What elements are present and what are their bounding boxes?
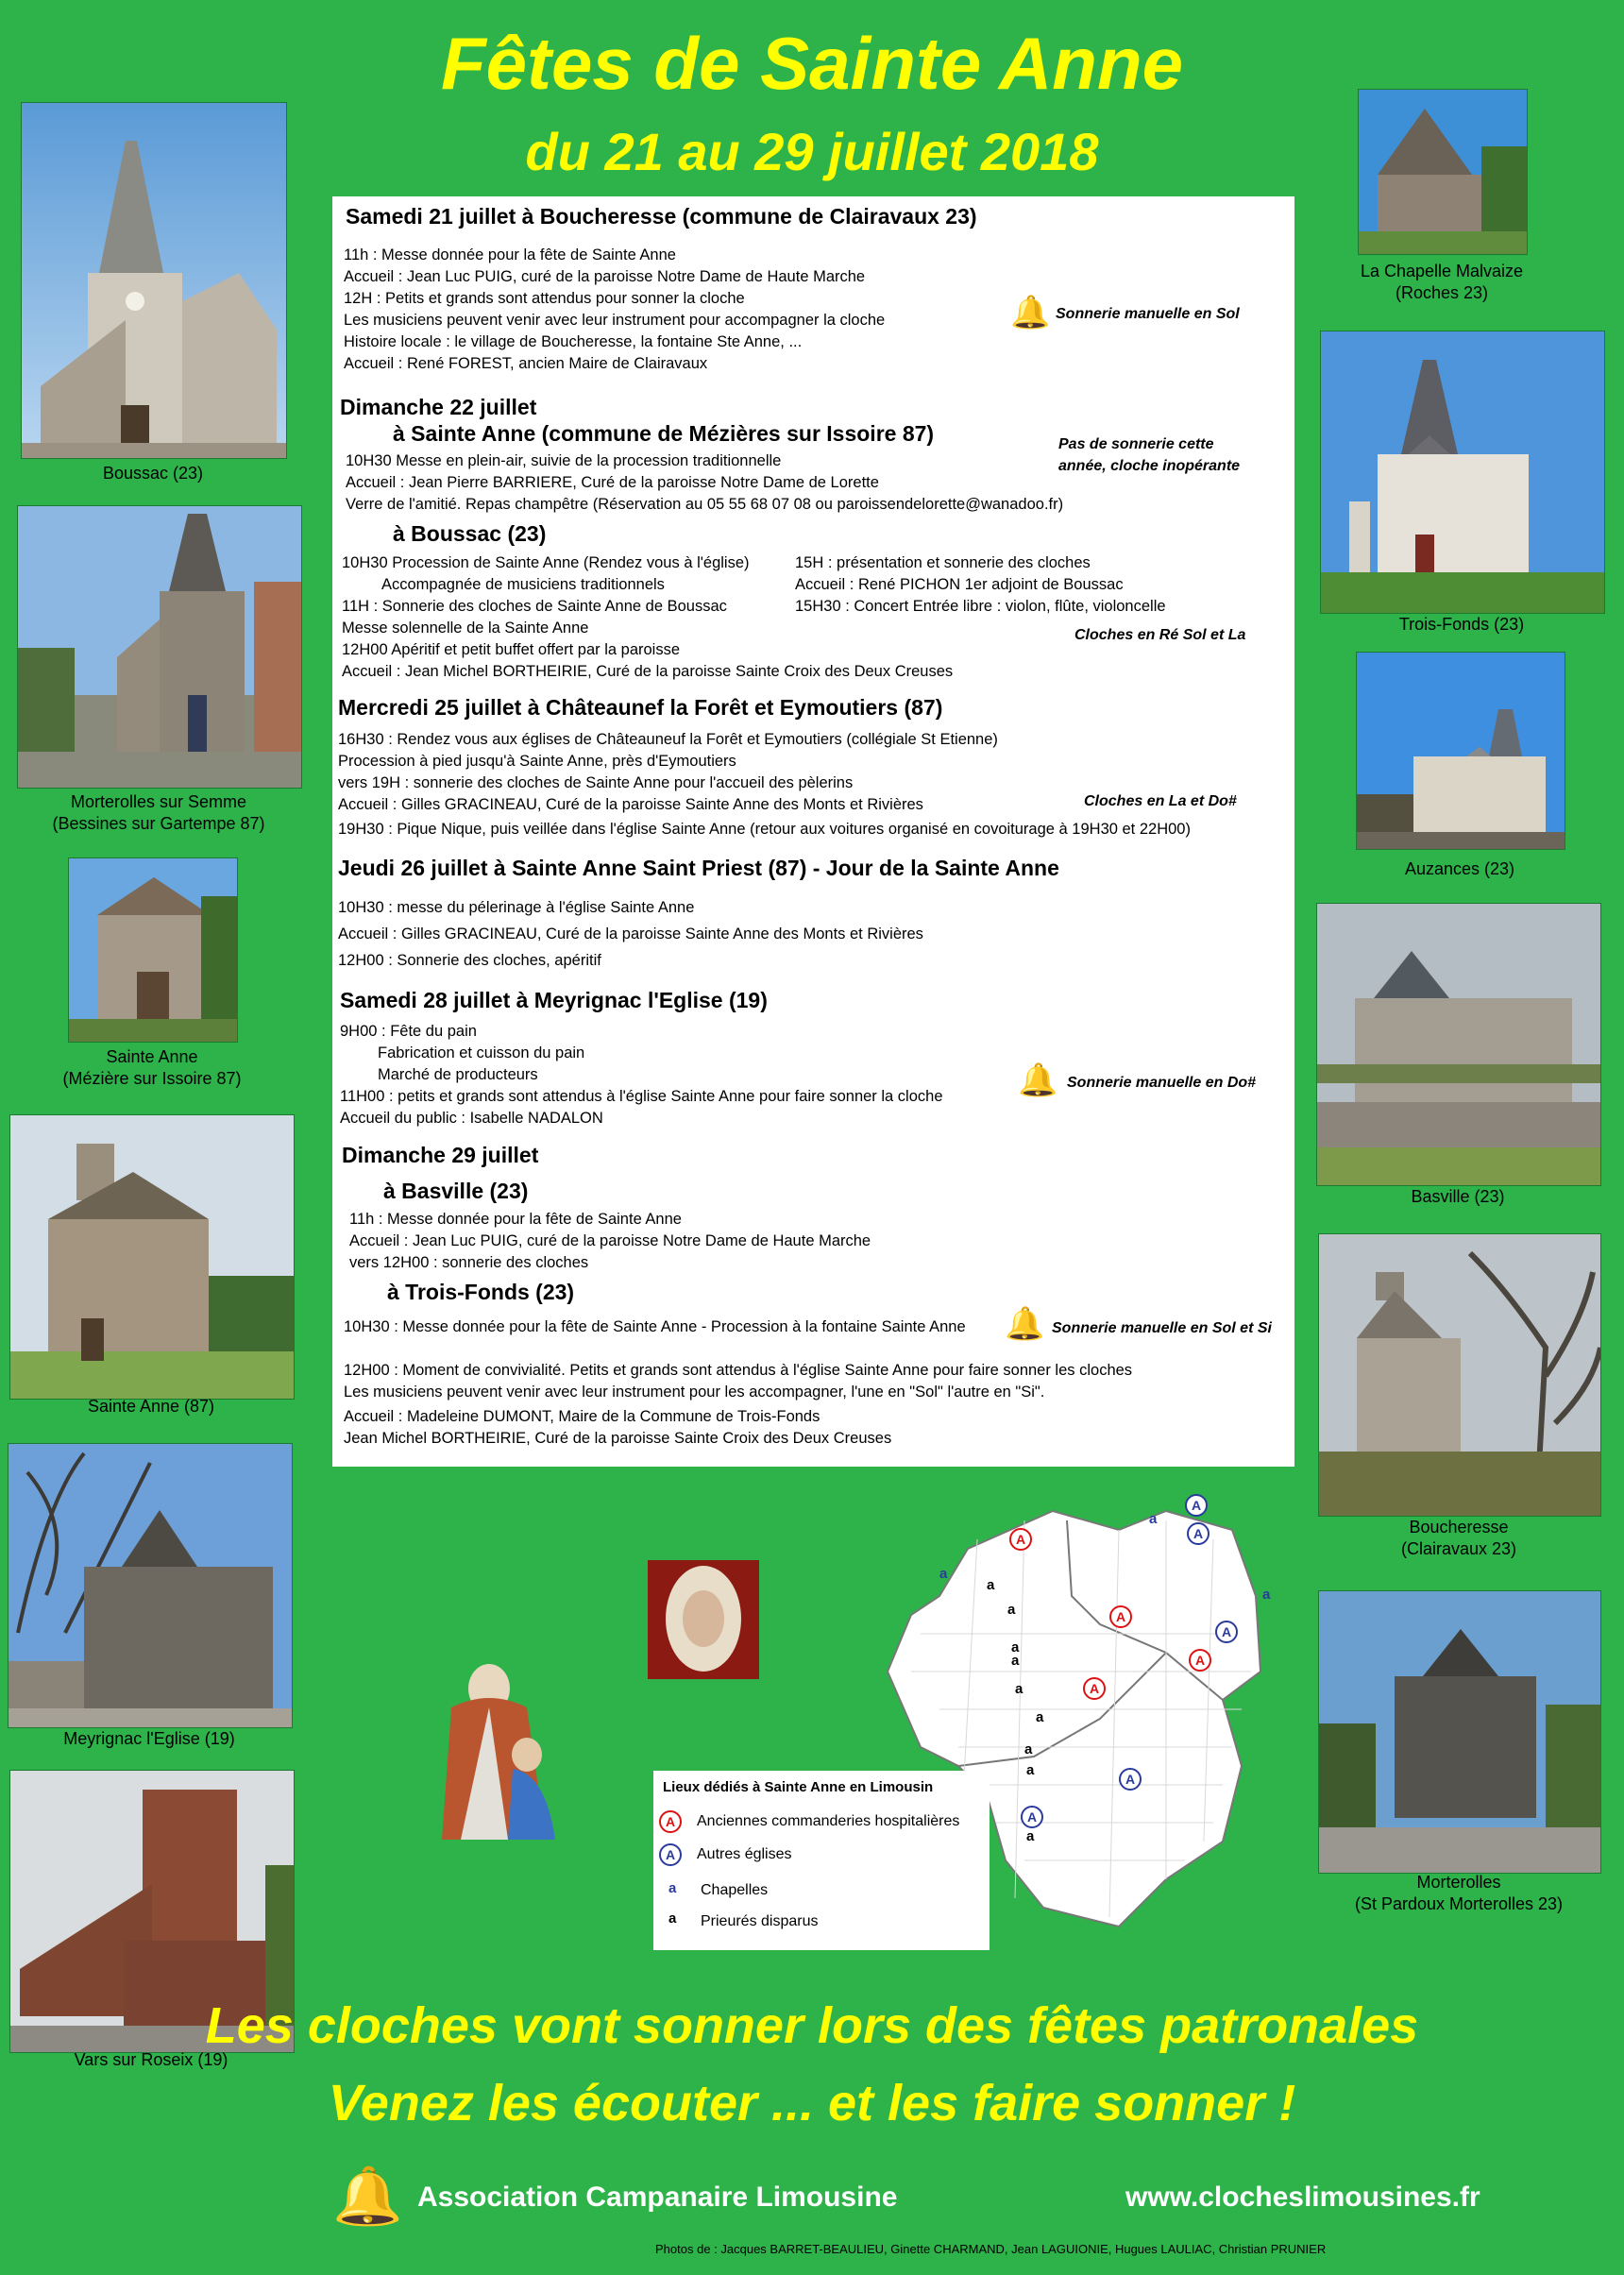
program-line: 12H00 Apéritif et petit buffet offert par la paroisse — [342, 641, 681, 658]
church-marker: A — [1215, 1621, 1238, 1643]
bell-icon: 🔔 — [1018, 1062, 1058, 1098]
program-line: 9H00 : Fête du pain — [340, 1023, 477, 1040]
program-line: 11h : Messe donnée pour la fête de Sainte Anne — [349, 1211, 682, 1228]
chapel-marker: a — [939, 1566, 948, 1582]
caption-basville: Basville (23) — [1411, 1187, 1505, 1206]
program-line: 12H : Petits et grands sont attendus pour sonner la cloche — [344, 290, 745, 307]
program-line: 15H30 : Concert Entrée libre : violon, flûte, violoncelle — [795, 598, 1166, 615]
program-line: 11H : Sonnerie des cloches de Sainte Anne de Boussac — [342, 598, 727, 615]
program-line: Accueil : Gilles GRACINEAU, Curé de la paroisse Sainte Anne des Monts et Rivières — [338, 925, 923, 942]
photo-sainte-anne-87 — [9, 1114, 295, 1400]
photo-malvaize — [1358, 89, 1528, 255]
day-heading: Jeudi 26 juillet à Sainte Anne Saint Priest (87) - Jour de la Sainte Anne — [338, 856, 1059, 880]
priory-marker: a — [1026, 1828, 1035, 1844]
caption-line: (Roches 23) — [1395, 283, 1489, 302]
church-marker: A — [1021, 1806, 1043, 1828]
church-symbol: A — [659, 1843, 682, 1866]
program-line: Histoire locale : le village de Boucheresse, la fontaine Ste Anne, ... — [344, 333, 803, 350]
program-line: Accompagnée de musiciens traditionnels — [381, 576, 665, 593]
legend-item: Chapelles — [701, 1882, 769, 1898]
priory-marker: a — [1011, 1639, 1020, 1655]
photo-morterolles-semme — [17, 505, 302, 789]
location-heading: à Boussac (23) — [393, 521, 547, 546]
program-line: Accueil : Jean Pierre BARRIERE, Curé de la paroisse Notre Dame de Lorette — [346, 474, 879, 491]
caption-line: La Chapelle Malvaize — [1360, 262, 1524, 280]
chapel-marker: a — [1262, 1587, 1271, 1603]
program-line: 15H : présentation et sonnerie des cloches — [795, 554, 1091, 571]
poster-subtitle: du 21 au 29 juillet 2018 — [525, 122, 1099, 181]
program-line: 10H30 : Messe donnée pour la fête de Sainte Anne - Procession à la fontaine Sainte Anne — [344, 1318, 966, 1335]
priory-marker: a — [1024, 1741, 1033, 1757]
sainte-anne-statue — [423, 1651, 574, 1859]
day-heading: Samedi 28 juillet à Meyrignac l'Eglise (19) — [340, 988, 768, 1012]
church-marker: A — [1187, 1522, 1210, 1545]
chapel-symbol: a — [668, 1880, 677, 1896]
day-heading: Dimanche 29 juillet — [342, 1143, 539, 1167]
legend-item: Prieurés disparus — [701, 1913, 819, 1929]
caption-line: (Bessines sur Gartempe 87) — [52, 814, 265, 833]
caption-line: Morterolles — [1416, 1873, 1501, 1892]
bell-icon: 🔔 — [1010, 295, 1051, 331]
program-line: Les musiciens peuvent venir avec leur instrument pour accompagner la cloche — [344, 312, 886, 329]
bell-note: Sonnerie manuelle en Do# — [1067, 1075, 1257, 1091]
program-line: 11h : Messe donnée pour la fête de Sainte Anne — [344, 246, 676, 263]
photo-meyrignac — [8, 1443, 293, 1728]
photo-trois-fonds — [1320, 331, 1605, 614]
bell-note: Cloches en La et Do# — [1084, 793, 1237, 809]
photo-credits: Photos de : Jacques BARRET-BEAULIEU, Ginette CHARMAND, Jean LAGUIONIE, Hugues LAULIAC, Christian PRUNIER — [655, 2242, 1327, 2256]
priory-marker: a — [1015, 1681, 1023, 1697]
program-line: 19H30 : Pique Nique, puis veillée dans l'église Sainte Anne (retour aux voitures organisé en covoiturage à 19H30 et 22H00) — [338, 821, 1191, 838]
bell-logo-icon: 🔔 — [332, 2165, 403, 2228]
program-line: Marché de producteurs — [378, 1066, 538, 1083]
photo-auzances — [1356, 652, 1565, 850]
program-line: Procession à pied jusqu'à Sainte Anne, près d'Eymoutiers — [338, 753, 736, 770]
church-marker: A — [1185, 1494, 1208, 1517]
association-name: Association Campanaire Limousine — [417, 2182, 898, 2213]
caption-line: (St Pardoux Morterolles 23) — [1354, 1894, 1564, 1913]
day-heading: Mercredi 25 juillet à Châteaunef la Forêt et Eymoutiers (87) — [338, 695, 943, 720]
priory-marker: a — [1007, 1602, 1016, 1618]
priory-marker: a — [1036, 1709, 1044, 1725]
program-line: Accueil : René PICHON 1er adjoint de Boussac — [795, 576, 1124, 593]
bell-note: Pas de sonnerie cette — [1058, 436, 1214, 452]
location-heading: à Trois-Fonds (23) — [387, 1280, 575, 1304]
caption-morterolles-semme — [17, 791, 300, 835]
program-line: Accueil : Madeleine DUMONT, Maire de la Commune de Trois-Fonds — [344, 1408, 820, 1425]
caption-trois-fonds: Trois-Fonds (23) — [1398, 615, 1525, 634]
poster-title: Fêtes de Sainte Anne — [441, 22, 1183, 105]
commanderie-symbol: A — [659, 1810, 682, 1833]
caption-vars: Vars sur Roseix (19) — [74, 2050, 228, 2069]
sainte-anne-painting — [648, 1560, 759, 1679]
photo-sainte-anne-meziere — [68, 857, 238, 1043]
caption-meyrignac: Meyrignac l'Eglise (19) — [63, 1729, 235, 1748]
program-line: Accueil : Gilles GRACINEAU, Curé de la paroisse Sainte Anne des Monts et Rivières — [338, 796, 923, 813]
caption-line: Morterolles sur Semme — [70, 792, 247, 811]
program-line: 12H00 : Moment de convivialité. Petits et grands sont attendus à l'église Sainte Anne pour faire sonner les cloches — [344, 1362, 1133, 1379]
slogan-line-2: Venez les écouter ... et les faire sonner ! — [328, 2075, 1296, 2131]
photo-boucheresse — [1318, 1233, 1601, 1517]
program-line: Verre de l'amitié. Repas champêtre (Réservation au 05 55 68 07 08 ou paroissendelorette@wanadoo.fr) — [346, 496, 1064, 513]
caption-line: (Mézière sur Issoire 87) — [62, 1069, 242, 1088]
caption-line: Sainte Anne — [106, 1047, 198, 1066]
location-heading: à Sainte Anne (commune de Mézières sur Issoire 87) — [393, 421, 935, 446]
church-marker: A — [1119, 1768, 1142, 1791]
legend-title: Lieux dédiés à Sainte Anne en Limousin — [663, 1779, 934, 1795]
caption-sainte-anne-87: Sainte Anne (87) — [87, 1397, 215, 1416]
bell-note: Sonnerie manuelle en Sol et Si — [1052, 1320, 1272, 1336]
program-line: vers 12H00 : sonnerie des cloches — [349, 1254, 589, 1271]
program-panel — [332, 196, 1294, 1467]
program-line: Accueil : René FOREST, ancien Maire de Clairavaux — [344, 355, 708, 372]
program-line: Fabrication et cuisson du pain — [378, 1044, 585, 1061]
program-line: 11H00 : petits et grands sont attendus à l'église Sainte Anne pour faire sonner la cloche — [340, 1088, 943, 1105]
caption-sainte-anne-meziere — [28, 1046, 276, 1090]
program-line: Les musiciens peuvent venir avec leur instrument pour les accompagner, l'une en "Sol" l'autre en "Si". — [344, 1384, 1045, 1401]
commanderie-marker: A — [1083, 1677, 1106, 1700]
program-line: Accueil : Jean Luc PUIG, curé de la paroisse Notre Dame de Haute Marche — [349, 1232, 871, 1249]
photo-boussac — [21, 102, 287, 459]
bell-icon: 🔔 — [1005, 1306, 1045, 1342]
photo-morterolles — [1318, 1590, 1601, 1874]
day-heading: Samedi 21 juillet à Boucheresse (commune de Clairavaux 23) — [346, 204, 977, 229]
commanderie-marker: A — [1189, 1649, 1211, 1672]
program-line: 10H30 Messe en plein-air, suivie de la procession traditionnelle — [346, 452, 782, 469]
caption-malvaize — [1322, 261, 1562, 304]
priory-marker: a — [1026, 1762, 1035, 1778]
program-line: 10H30 Procession de Sainte Anne (Rendez vous à l'église) — [342, 554, 750, 571]
program-line: 10H30 : messe du pélerinage à l'église Sainte Anne — [338, 899, 695, 916]
program-line: 16H30 : Rendez vous aux églises de Châteauneuf la Forêt et Eymoutiers (collégiale St Etienne) — [338, 731, 998, 748]
legend-item: Anciennes commanderies hospitalières — [697, 1813, 960, 1829]
legend-item: Autres églises — [697, 1846, 792, 1862]
caption-line: Boucheresse — [1409, 1518, 1509, 1536]
website-link[interactable]: www.clocheslimousines.fr — [1125, 2182, 1480, 2213]
program-line: vers 19H : sonnerie des cloches de Sainte Anne pour l'accueil des pèlerins — [338, 774, 854, 791]
priory-marker: a — [987, 1577, 995, 1593]
bell-note: Sonnerie manuelle en Sol — [1056, 306, 1240, 322]
photo-basville — [1316, 903, 1601, 1186]
program-line: Jean Michel BORTHEIRIE, Curé de la paroisse Sainte Croix des Deux Creuses — [344, 1430, 892, 1447]
program-line: Messe solennelle de la Sainte Anne — [342, 620, 589, 637]
caption-boussac: Boussac (23) — [102, 464, 204, 483]
chapel-marker: a — [1149, 1511, 1158, 1527]
map-legend — [653, 1771, 990, 1950]
bell-note: Cloches en Ré Sol et La — [1074, 627, 1246, 643]
commanderie-marker: A — [1009, 1528, 1032, 1551]
priory-symbol: a — [668, 1910, 677, 1927]
program-line: Accueil : Jean Michel BORTHEIRIE, Curé de la paroisse Sainte Croix des Deux Creuses — [342, 663, 954, 680]
bell-note: année, cloche inopérante — [1058, 458, 1241, 474]
program-line: Accueil du public : Isabelle NADALON — [340, 1110, 603, 1127]
caption-line: (Clairavaux 23) — [1400, 1539, 1517, 1558]
priory-marker: a — [1011, 1653, 1020, 1669]
caption-auzances: Auzances (23) — [1404, 859, 1515, 878]
slogan-line-1: Les cloches vont sonner lors des fêtes patronales — [205, 1997, 1419, 2054]
day-heading: Dimanche 22 juillet — [340, 395, 537, 419]
location-heading: à Basville (23) — [383, 1179, 529, 1203]
commanderie-marker: A — [1109, 1605, 1132, 1628]
program-line: 12H00 : Sonnerie des cloches, apéritif — [338, 952, 601, 969]
caption-morterolles — [1318, 1872, 1599, 1915]
caption-boucheresse — [1318, 1517, 1599, 1560]
program-line: Accueil : Jean Luc PUIG, curé de la paroisse Notre Dame de Haute Marche — [344, 268, 866, 285]
